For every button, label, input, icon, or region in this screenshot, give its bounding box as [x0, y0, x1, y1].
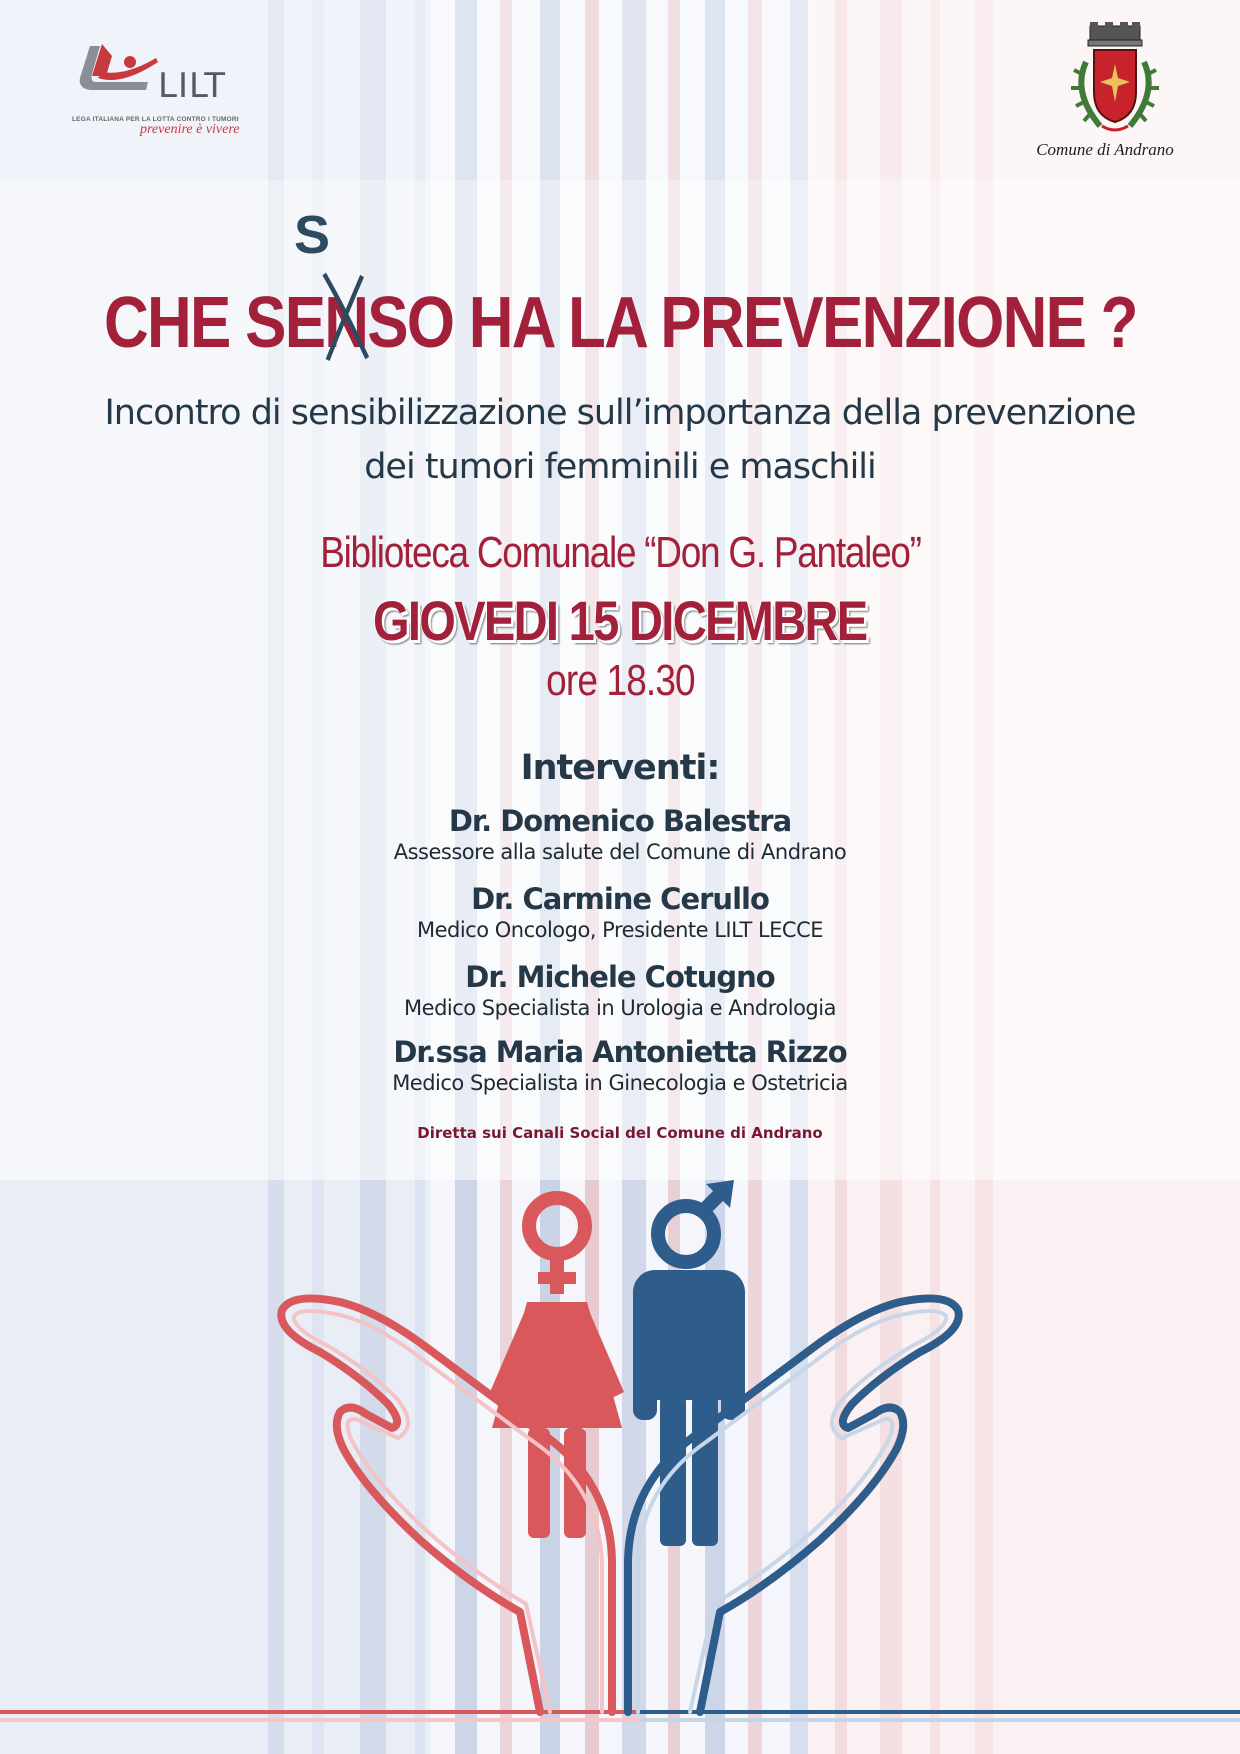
headline-part-after: SO HA LA PREVENZIONE ?: [366, 283, 1137, 363]
speaker-role-4: Medico Specialista in Ginecologia e Ostetricia: [392, 1071, 848, 1095]
speaker-role-3: Medico Specialista in Urologia e Andrologia: [404, 996, 836, 1020]
subtitle-line-1: Incontro di sensibilizzazione sull’importanza della prevenzione: [104, 393, 1136, 433]
strike-through-mark: [319, 266, 372, 366]
speaker-name-1: Dr. Domenico Balestra: [448, 804, 792, 838]
speaker-name-3: Dr. Michele Cotugno: [465, 960, 775, 994]
speaker-name-2: Dr. Carmine Cerullo: [471, 882, 769, 916]
subtitle-line-2: dei tumori femminili e maschili: [364, 447, 876, 487]
event-date: GIOVEDI 15 DICEMBRE: [373, 589, 867, 652]
open-hands-icon: [281, 1298, 958, 1712]
female-figure-icon: [490, 1198, 624, 1538]
lilt-name: LILT: [158, 66, 226, 106]
speakers-heading: Interventi:: [520, 748, 720, 788]
lilt-tagline: LEGA ITALIANA PER LA LOTTA CONTRO I TUMORI: [72, 116, 239, 123]
lilt-slogan: prevenire è vivere: [140, 122, 240, 137]
headline: [0, 282, 1240, 364]
headline-struck-letter-wrap: [324, 282, 367, 364]
headline-struck-letter: N: [323, 283, 367, 363]
event-time: ore 18.30: [545, 656, 695, 705]
date-row: [0, 588, 1240, 653]
live-stream-note: Diretta sui Canali Social del Comune di Andrano: [417, 1124, 823, 1142]
comune-name: Comune di Andrano: [1036, 140, 1174, 159]
venue-row: [0, 528, 1240, 578]
speaker-role-1: Assessore alla salute del Comune di Andrano: [393, 840, 847, 864]
speaker-name-4: Dr.ssa Maria Antonietta Rizzo: [393, 1035, 847, 1069]
prevention-illustration: [0, 1170, 1240, 1754]
coat-of-arms-icon: [1060, 22, 1170, 140]
speaker-role-2: Medico Oncologo, Presidente LILT LECCE: [416, 918, 824, 942]
headline-part-before: CHE SE: [103, 283, 324, 363]
lilt-logo-icon: [72, 40, 162, 100]
event-venue: Biblioteca Comunale “Don G. Pantaleo”: [319, 528, 921, 577]
time-row: [0, 656, 1240, 706]
headline-correction-letter: S: [294, 205, 331, 265]
